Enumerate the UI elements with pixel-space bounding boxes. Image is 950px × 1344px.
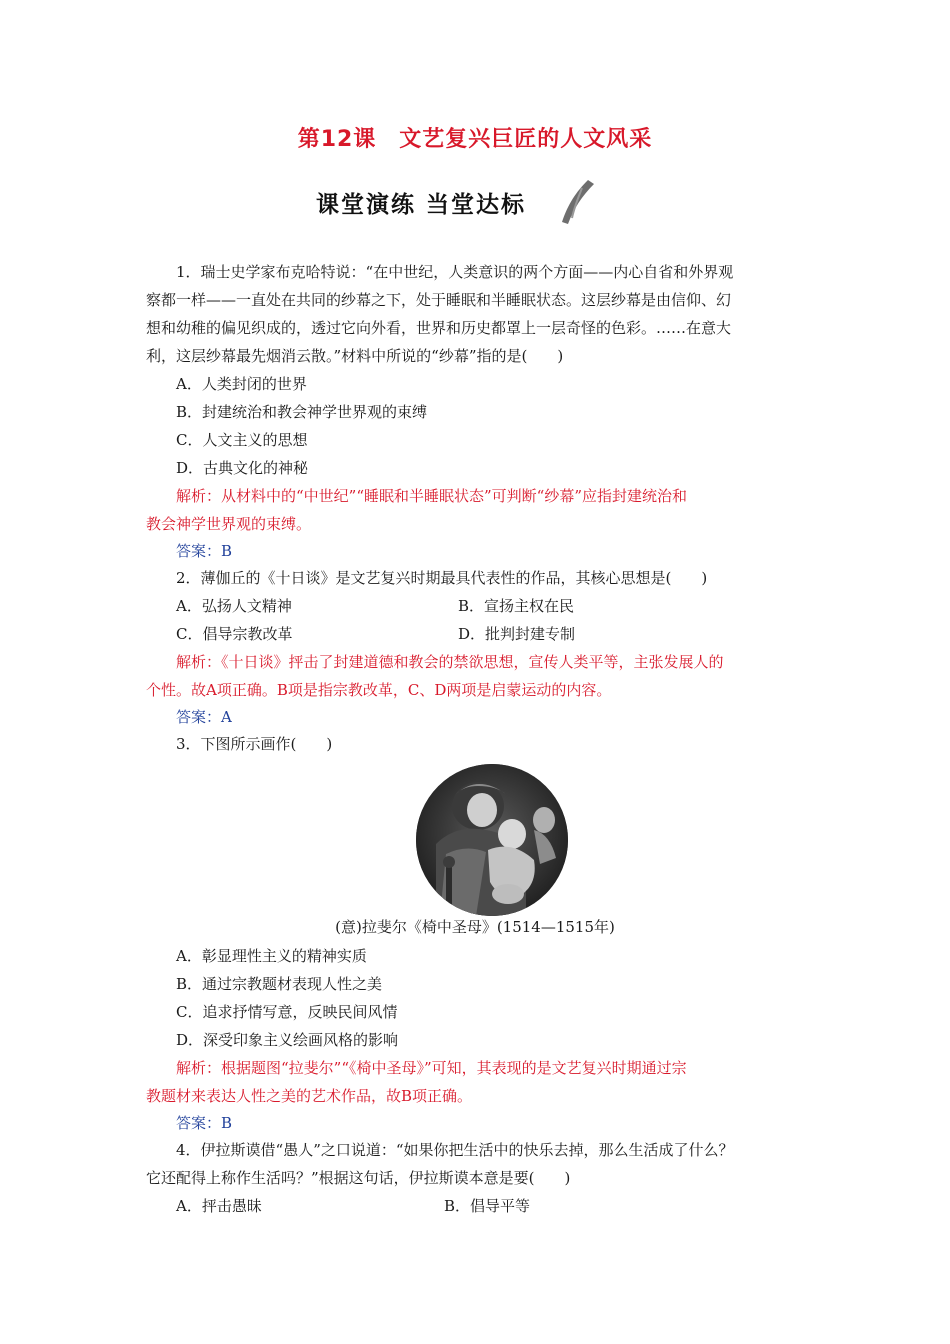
section-banner <box>308 178 608 228</box>
q4-option-b: B．倡导平等 <box>444 1197 531 1215</box>
q3-stem: 3．下图所示画作( ) <box>176 735 333 753</box>
q2-option-a: A．弘扬人文精神 <box>176 597 292 615</box>
q3-option-a: A．彰显理性主义的精神实质 <box>176 947 367 965</box>
q4-option-a: A．抨击愚昧 <box>176 1197 262 1215</box>
q4-stem-line-1: 4．伊拉斯谟借“愚人”之口说道：“如果你把生活中的快乐去掉，那么生活成了什么？ <box>176 1141 734 1159</box>
q3-analysis-line-1: 解析：根据题图“拉斐尔”“《椅中圣母》”可知，其表现的是文艺复兴时期通过宗 <box>176 1059 687 1077</box>
q1-option-a: A．人类封闭的世界 <box>176 375 307 393</box>
q1-option-b: B．封建统治和教会神学世界观的束缚 <box>176 403 428 421</box>
painting-caption: (意)拉斐尔《椅中圣母》(1514—1515年) <box>335 918 615 936</box>
q1-stem-line-3: 想和幼稚的偏见织成的，透过它向外看，世界和历史都罩上一层奇怪的色彩。……在意大 <box>146 319 732 337</box>
q1-answer: 答案：B <box>176 542 233 560</box>
brush-stroke-icon <box>558 178 598 228</box>
q1-analysis-line-1: 解析：从材料中的“中世纪”“睡眠和半睡眠状态”可判断“纱幕”应指封建统治和 <box>176 487 688 505</box>
q3-option-c: C．追求抒情写意，反映民间风情 <box>176 1003 398 1021</box>
q2-answer: 答案：A <box>176 708 232 726</box>
q3-answer: 答案：B <box>176 1114 233 1132</box>
q1-option-c: C．人文主义的思想 <box>176 431 308 449</box>
q3-option-b: B．通过宗教题材表现人性之美 <box>176 975 383 993</box>
q2-option-d: D．批判封建专制 <box>458 625 576 643</box>
q2-analysis-line-1: 解析：《十日谈》抨击了封建道德和教会的禁欲思想，宣传人类平等，主张发展人的 <box>176 653 724 671</box>
q1-stem-line-1: 1．瑞士史学家布克哈特说：“在中世纪，人类意识的两个方面——内心自省和外界观 <box>176 263 734 281</box>
madonna-della-seggiola-painting <box>416 764 568 916</box>
q1-stem-line-2: 察都一样——一直处在共同的纱幕之下，处于睡眠和半睡眠状态。这层纱幕是由信仰、幻 <box>146 291 732 309</box>
q2-stem: 2．薄伽丘的《十日谈》是文艺复兴时期最具代表性的作品，其核心思想是( ) <box>176 569 708 587</box>
q3-analysis-line-2: 教题材来表达人性之美的艺术作品，故B项正确。 <box>146 1087 473 1105</box>
q2-analysis-line-2: 个性。故A项正确。B项是指宗教改革，C、D两项是启蒙运动的内容。 <box>146 681 612 699</box>
q3-option-d: D．深受印象主义绘画风格的影响 <box>176 1031 399 1049</box>
q2-option-b: B．宣扬主权在民 <box>458 597 575 615</box>
q2-option-c: C．倡导宗教改革 <box>176 625 293 643</box>
banner-text: 课堂演练 当堂达标 <box>316 192 527 218</box>
q4-stem-line-2: 它还配得上称作生活吗？”根据这句话，伊拉斯谟本意是要( ) <box>146 1169 571 1187</box>
lesson-title: 第12课 文艺复兴巨匠的人文风采 <box>297 127 653 152</box>
q1-stem-line-4: 利，这层纱幕最先烟消云散。”材料中所说的“纱幕”指的是( ) <box>146 347 564 365</box>
q1-option-d: D．古典文化的神秘 <box>176 459 309 477</box>
q1-analysis-line-2: 教会神学世界观的束缚。 <box>146 515 312 533</box>
